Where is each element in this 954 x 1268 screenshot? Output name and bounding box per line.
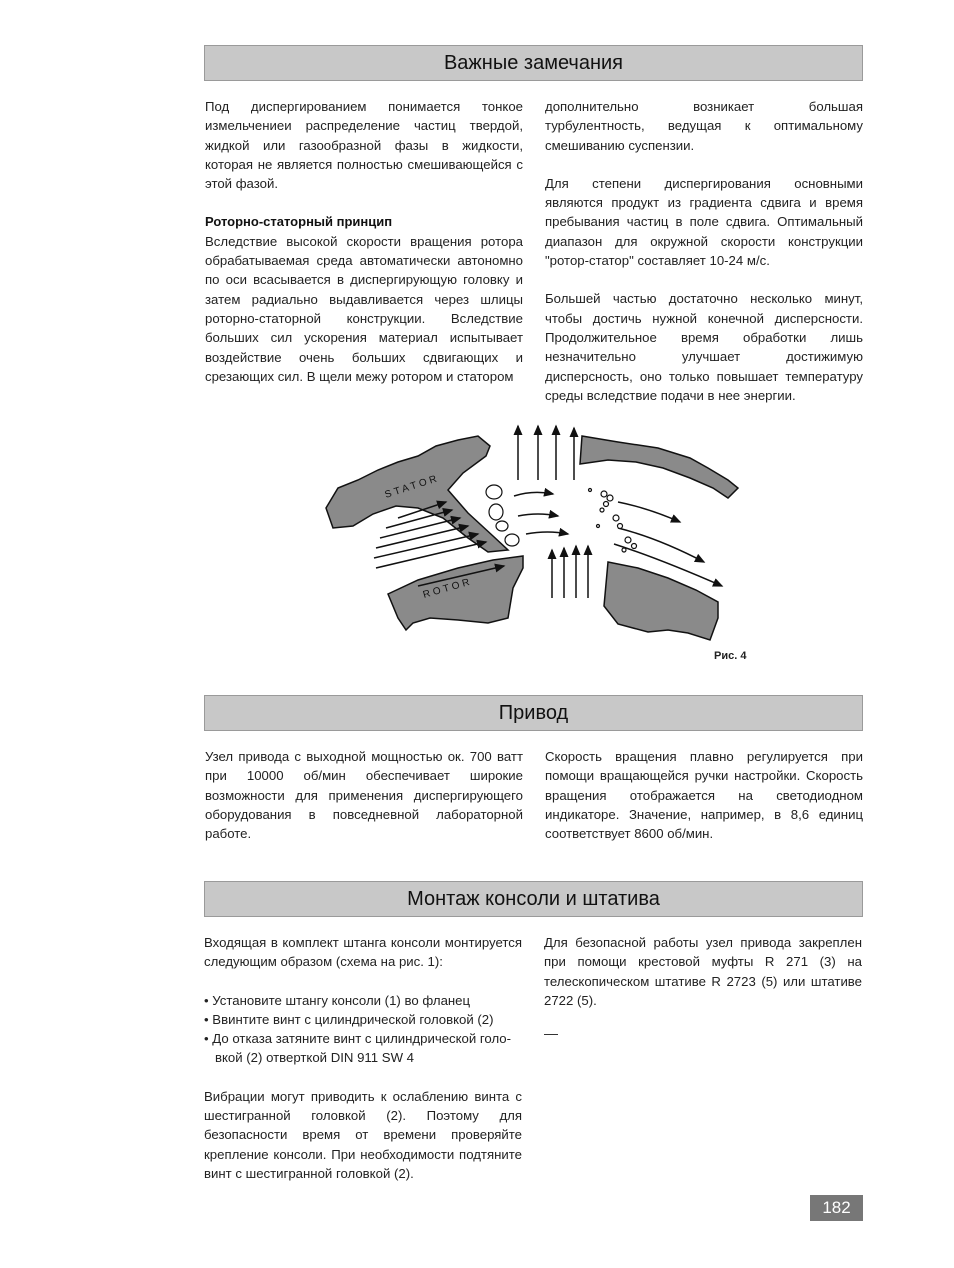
subheading-rotor-stator: Роторно-статорный принцип — [205, 214, 393, 230]
section-title-mounting: Монтаж консоли и штатива — [204, 881, 863, 917]
list-item: • Установите штангу консоли (1) во фланец — [204, 992, 471, 1008]
paragraph: Узел привода с выходной мощностью ок. 700 ватт при 10000 об/мин обеспечивает широкие возможности для применения диспергирующего оборудования в повседневной лабораторной работе. — [205, 749, 523, 842]
important-left-column — [205, 97, 523, 386]
paragraph: Входящая в комплект штанга консоли монтируется следующим образом (схема на рис. 1): — [204, 935, 522, 970]
stator-right-shape — [580, 436, 738, 498]
section-title-important: Важные замечания — [204, 45, 863, 81]
figure-caption: Рис. 4 — [714, 650, 747, 662]
section-title-drive: Привод — [204, 695, 863, 731]
rotor-right-shape — [604, 562, 718, 640]
particles — [486, 485, 637, 552]
list-item: • Ввинтите винт с цилиндрической головкой (2) — [204, 1011, 494, 1027]
mounting-left-column — [204, 933, 522, 1183]
important-right-column — [545, 97, 863, 405]
stator-label: STATOR — [383, 472, 442, 501]
rotor-label: ROTOR — [421, 576, 474, 601]
paragraph: Вследствие высокой скорости вращения ротора обрабатываемая среда автоматически автономно по оси всасывается в диспергирующую головку и затем радиально выдавливается через шлицы роторно-статорной конструкции. Вследствие больших сил ускорения материал испытывает воздействие очень больших сдвигающих и срезающих сил. В щели межу ротором и статором — [205, 233, 523, 384]
rotor-stator-diagram — [318, 418, 758, 656]
paragraph: Большей частью достаточно несколько минут, чтобы достичь нужной конечной дисперсности. Продолжительное время обработки лишь незначительно улучшает достижимую дисперсность, оно только повышает температуру среды вследствие подачи в нее энергии. — [545, 291, 863, 403]
paragraph: дополнительно возникает большая турбулентность, ведущая к оптимальному смешиванию суспензии. — [545, 99, 863, 153]
page-number: 182 — [810, 1195, 863, 1221]
paragraph: Для безопасной работы узел привода закреплен при помощи крестовой муфты R 271 (3) на телескопическом штативе R 2723 (5) или штативе 2722 (5). — [544, 935, 862, 1008]
outflow-up-arrows — [518, 426, 588, 598]
rotor-left-shape — [388, 556, 523, 630]
paragraph: Скорость вращения плавно регулируется при помощи вращающейся ручки настройки. Скорость вращения отображается на светодиодном индикаторе. Значение, например, в 8,6 единиц соответствует 8600 об/мин. — [545, 749, 863, 842]
divider — [544, 1034, 558, 1035]
drive-left-column — [205, 747, 523, 843]
mounting-right-column — [544, 933, 862, 1010]
stator-left-shape — [326, 436, 508, 552]
drive-right-column — [545, 747, 863, 843]
paragraph: Вибрации могут приводить к ослаблению винта с шестигранной головкой (2). Поэтому для безопасности время от времени проверяйте крепление консоли. При необходимости подтяните винт с шестигранной головкой (2). — [204, 1088, 522, 1181]
list-item: • До отказа затяните винт с цилиндрической голо-вкой (2) отверткой DIN 911 SW 4 — [204, 1031, 512, 1066]
paragraph: Под диспергированием понимается тонкое измельчениеи распределение частиц твердой, жидкой или газообразной фазы в жидкости, которая не является полностью смешивающейся с этой фазой. — [205, 99, 523, 192]
paragraph: Для степени диспергирования основными являются продукт из градиента сдвига и время пребывания частиц в поле сдвига. Оптимальный диапазон для окружной скорости конструкции "ротор-статор" составляет 10-24 м/с. — [545, 175, 863, 269]
